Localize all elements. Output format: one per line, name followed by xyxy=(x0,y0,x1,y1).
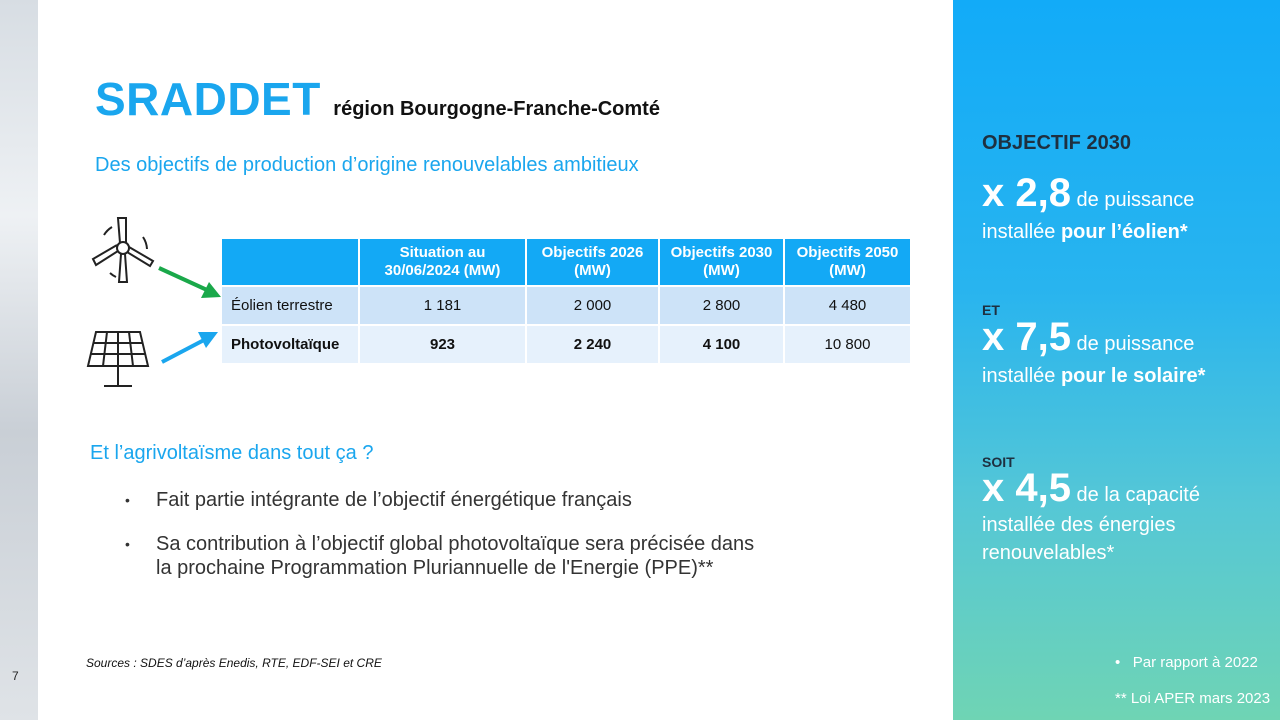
renewables-text-2: installée des énergies renouvelables* xyxy=(982,514,1176,564)
agrivoltaics-question: Et l’agrivoltaïsme dans tout ça ? xyxy=(90,442,374,464)
footnote-aper: ** Loi APER mars 2023 xyxy=(1115,690,1271,707)
slide-number: 7 xyxy=(12,669,19,683)
table-header-cell: Objectifs 2030 (MW) xyxy=(660,239,783,285)
page-title xyxy=(95,72,660,126)
table-header-cell xyxy=(222,239,358,285)
table-cell: Éolien terrestre xyxy=(222,287,358,324)
wind-text-1: de puissance xyxy=(1070,189,1195,211)
objectives-table xyxy=(220,237,912,365)
bullet-icon: • xyxy=(125,492,130,508)
title-main: SRADDET xyxy=(95,73,321,125)
wind-text-2: installée xyxy=(982,221,1061,243)
arrow-green-icon xyxy=(155,262,225,302)
panel-label-et: ET xyxy=(982,302,1000,318)
table-header-row xyxy=(222,239,910,285)
table-cell: 4 480 xyxy=(785,287,910,324)
footnote-2022 xyxy=(1115,654,1258,671)
solar-text-bold: pour le solaire* xyxy=(1060,365,1206,387)
footnote-bullet-icon: • xyxy=(1115,654,1121,671)
table-cell: 4 100 xyxy=(660,326,783,363)
sources-note: Sources : SDES d’après Enedis, RTE, EDF-SEI et CRE xyxy=(86,656,382,670)
wind-text-bold: pour l’éolien* xyxy=(1060,221,1188,243)
solar-panel-icon xyxy=(86,330,150,390)
list-item xyxy=(125,488,765,512)
bullet-list xyxy=(125,488,765,600)
list-item xyxy=(125,532,765,580)
table-row xyxy=(222,326,910,363)
table-cell: 2 240 xyxy=(527,326,658,363)
table-cell: Photovoltaïque xyxy=(222,326,358,363)
wind-multiplier: x 2,8 xyxy=(982,171,1071,215)
left-decor-strip xyxy=(0,0,38,720)
bullet-text: Sa contribution à l’objectif global photovoltaïque sera précisée dans la prochaine Programmation Pluriannuelle de l'Energie (PPE)** xyxy=(156,533,755,579)
panel-item-wind xyxy=(982,171,1272,247)
panel-heading: OBJECTIF 2030 xyxy=(982,132,1131,154)
panel-item-renewables xyxy=(982,466,1272,567)
table-header-cell: Objectifs 2050 (MW) xyxy=(785,239,910,285)
panel-label-soit: SOIT xyxy=(982,454,1015,470)
table-cell: 923 xyxy=(360,326,525,363)
panel-item-solar xyxy=(982,315,1272,391)
objectives-panel xyxy=(953,0,1280,720)
renewables-text-1: de la capacité xyxy=(1070,484,1200,506)
title-region: région Bourgogne-Franche-Comté xyxy=(333,98,660,120)
bullet-icon: • xyxy=(125,536,130,552)
table-header-cell: Objectifs 2026 (MW) xyxy=(527,239,658,285)
footnote-2022-text: Par rapport à 2022 xyxy=(1132,654,1258,671)
bullet-text: Fait partie intégrante de l’objectif énergétique français xyxy=(156,489,632,511)
table-cell: 1 181 xyxy=(360,287,525,324)
wind-turbine-icon xyxy=(88,215,158,285)
arrow-blue-icon xyxy=(158,326,222,366)
solar-multiplier: x 7,5 xyxy=(982,315,1071,359)
table-row xyxy=(222,287,910,324)
page-subtitle: Des objectifs de production d’origine renouvelables ambitieux xyxy=(95,154,639,176)
solar-text-2: installée xyxy=(982,365,1061,387)
table-cell: 2 000 xyxy=(527,287,658,324)
solar-text-1: de puissance xyxy=(1070,333,1195,355)
renewables-multiplier: x 4,5 xyxy=(982,466,1071,510)
table-cell: 10 800 xyxy=(785,326,910,363)
table-cell: 2 800 xyxy=(660,287,783,324)
table-header-cell: Situation au 30/06/2024 (MW) xyxy=(360,239,525,285)
